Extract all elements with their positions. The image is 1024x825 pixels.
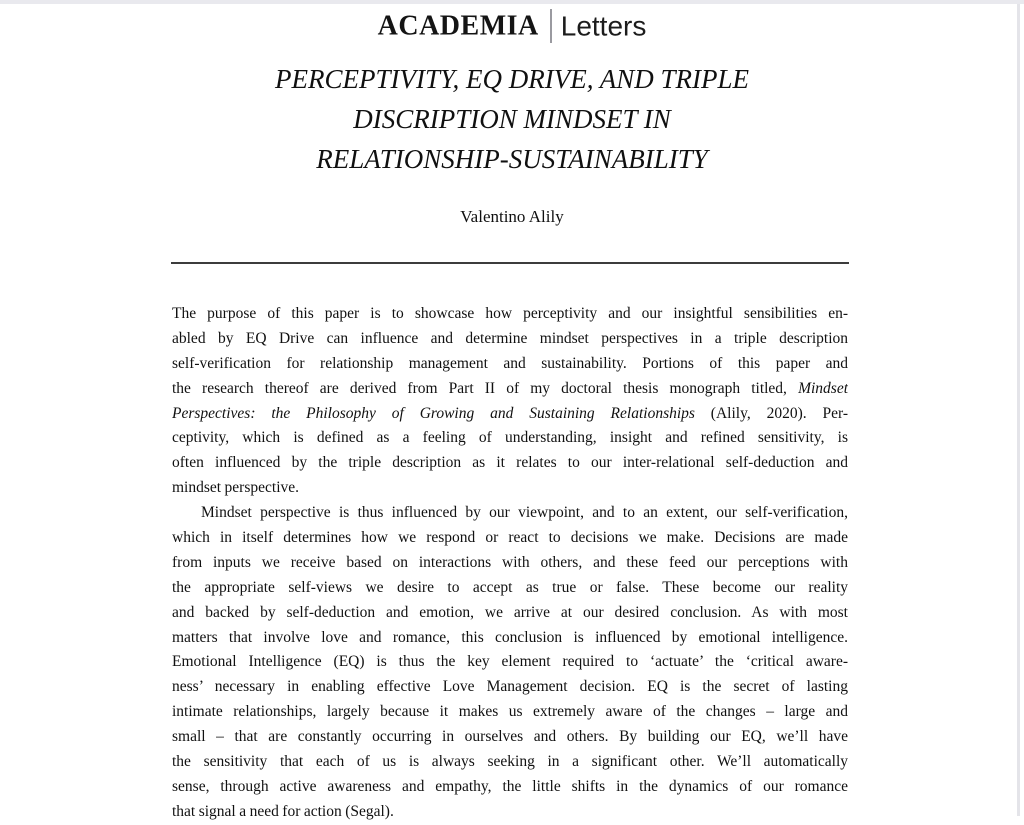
title-rule [171, 262, 849, 264]
body-line: Emotional Intelligence (EQ) is thus the key element required to ‘actuate’ the ‘critical aware- [172, 650, 848, 675]
brand-divider-bar [550, 9, 552, 43]
body-line: that signal a need for action (Segal). [172, 800, 848, 825]
body-line: often influenced by the triple description as it relates to our inter-relational self-deduction and [172, 451, 848, 476]
academia-letters-wordmark [0, 8, 1024, 44]
body-line: ceptivity, which is defined as a feeling of understanding, insight and refined sensitivity, is [172, 426, 848, 451]
body-line: intimate relationships, largely because it makes us extremely aware of the changes – large and [172, 700, 848, 725]
body-line: Mindset perspective is thus influenced by our viewpoint, and to an extent, our self-verification, [172, 501, 848, 526]
page-top-edge [0, 0, 1024, 4]
title-line-1: PERCEPTIVITY, EQ DRIVE, AND TRIPLE [0, 59, 1024, 99]
body-line: sense, through active awareness and empathy, the little shifts in the dynamics of our romance [172, 775, 848, 800]
body-line: mindset perspective. [172, 476, 848, 501]
body-line: which in itself determines how we respond or react to decisions we make. Decisions are made [172, 526, 848, 551]
body-line: and backed by self-deduction and emotion, we arrive at our desired conclusion. As with most [172, 601, 848, 626]
paper-title [0, 59, 1024, 179]
body-line: matters that involve love and romance, this conclusion is influenced by emotional intelligence. [172, 626, 848, 651]
body-line: the research thereof are derived from Part II of my doctoral thesis monograph titled, Mindset [172, 377, 848, 402]
body-line: the appropriate self-views we desire to accept as true or false. These become our reality [172, 576, 848, 601]
brand-letters: Letters [561, 10, 647, 41]
brand-academia: ACADEMIA [378, 10, 539, 41]
body-paragraphs [172, 302, 848, 825]
title-line-2: DISCRIPTION MINDSET IN [0, 99, 1024, 139]
title-line-3: RELATIONSHIP-SUSTAINABILITY [0, 139, 1024, 179]
body-line: The purpose of this paper is to showcase how perceptivity and our insightful sensibilities en- [172, 302, 848, 327]
body-line: Perspectives: the Philosophy of Growing and Sustaining Relationships (Alily, 2020). Per- [172, 402, 848, 427]
body-line: ness’ necessary in enabling effective Love Management decision. EQ is the secret of lasting [172, 675, 848, 700]
body-line: self-verification for relationship management and sustainability. Portions of this paper and [172, 352, 848, 377]
body-line: the sensitivity that each of us is always seeking in a significant other. We’ll automatically [172, 750, 848, 775]
author-name: Valentino Alily [0, 206, 1024, 228]
body-line: small – that are constantly occurring in ourselves and others. By building our EQ, we’ll have [172, 725, 848, 750]
body-line: abled by EQ Drive can influence and determine mindset perspectives in a triple description [172, 327, 848, 352]
body-line: from inputs we receive based on interactions with others, and these feed our perceptions with [172, 551, 848, 576]
